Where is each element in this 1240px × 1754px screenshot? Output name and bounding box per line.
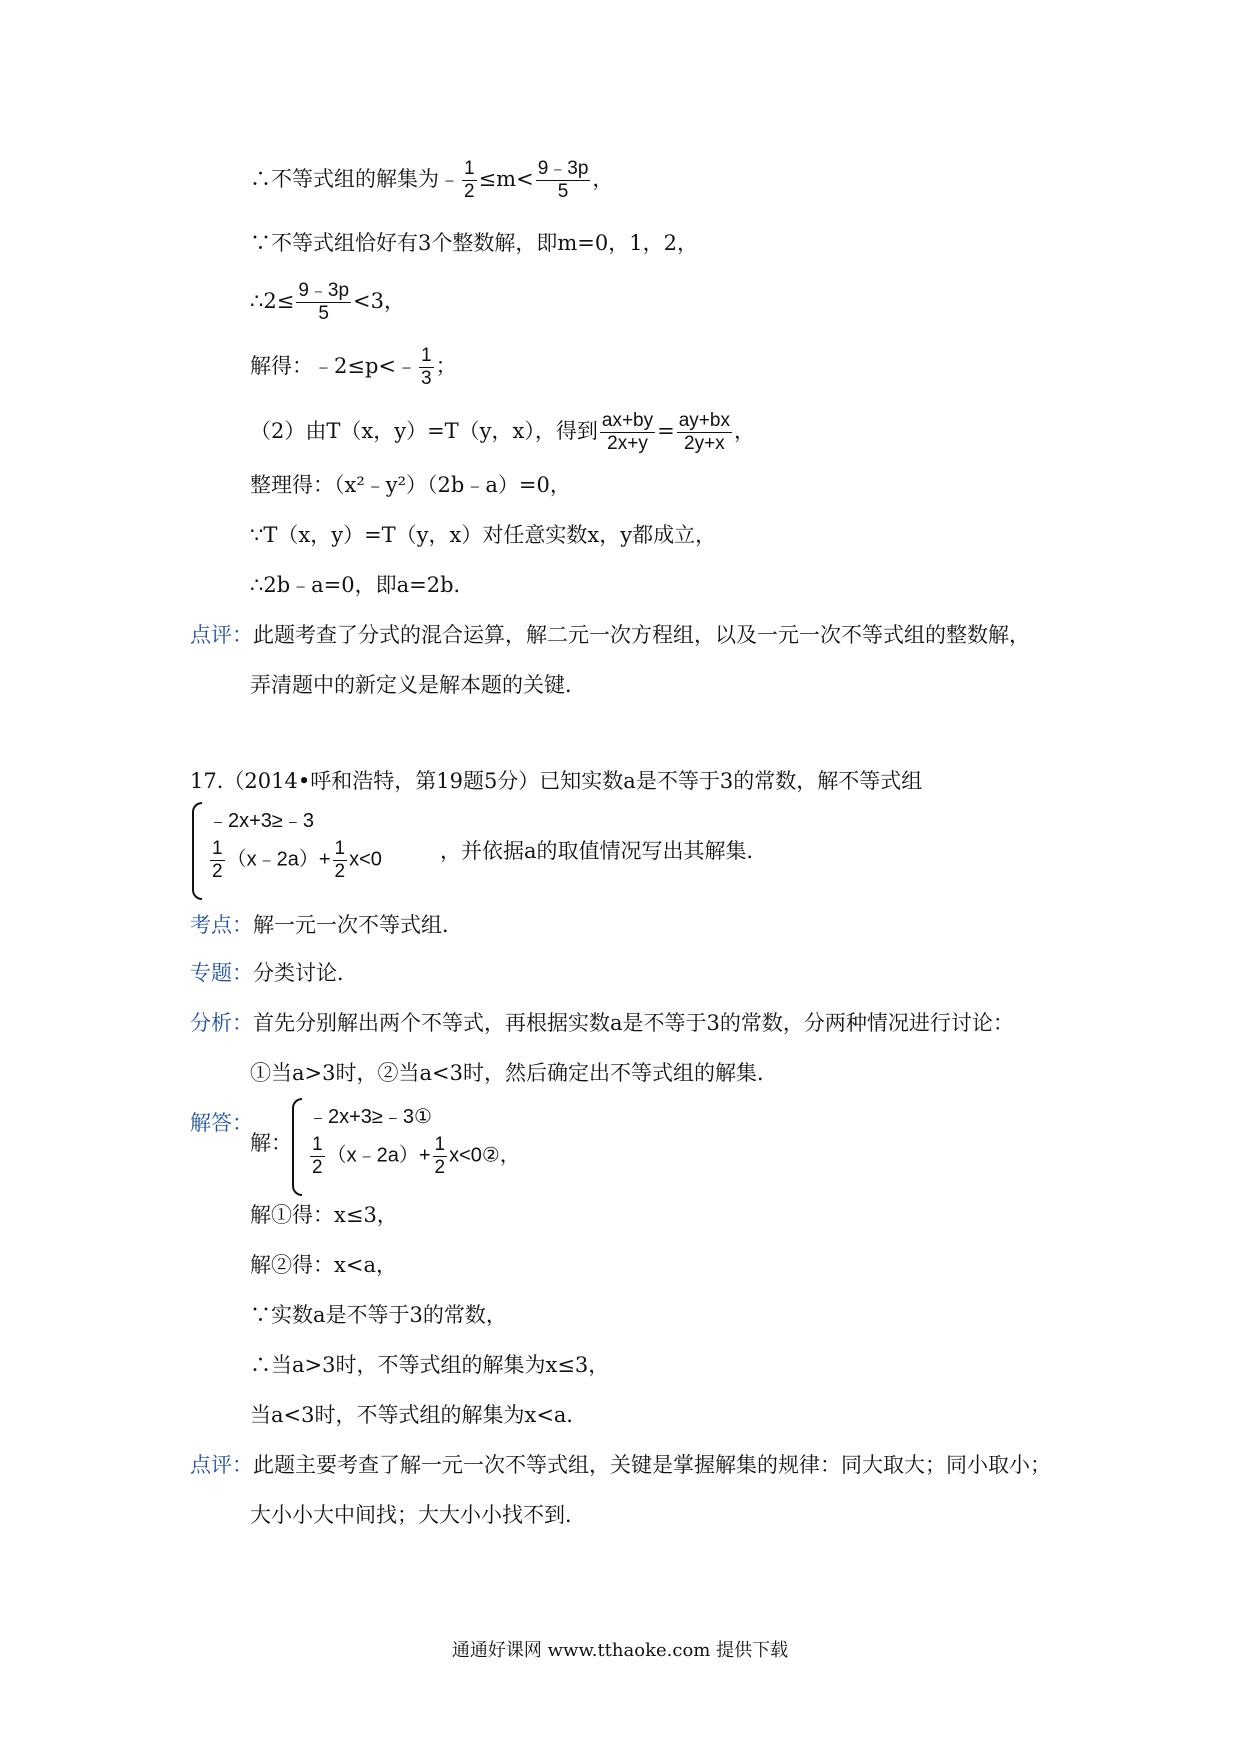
solution-line-5 [250,410,755,455]
kaodian-label: 考点： [190,913,253,937]
solution-line-8: ∴2b﹣a=0，即a=2b． [250,573,475,597]
fenxi-label: 分析： [190,1011,253,1035]
answer-step-1: 解①得：x≤3， [250,1203,398,1227]
text: ； [435,353,457,378]
brace [292,1098,302,1196]
comment-label: 点评： [190,623,253,647]
comment-1 [190,620,1030,650]
answer-row-1: ﹣2x+3≥﹣3① [308,1106,432,1128]
text: ≤m< [478,166,534,191]
comment-2 [190,1450,1051,1480]
fenxi [190,1008,1014,1038]
fenxi-line-2: ①当a>3时，②当a<3时，然后确定出不等式组的解集． [250,1061,778,1085]
solution-line-1 [250,158,613,203]
footer: 通通好课网 www.tthaoke.com 提供下载 [451,1640,789,1661]
system-row-1: ﹣2x+3≥﹣3 [208,810,315,832]
comment-1-line-2: 弄清题中的新定义是解本题的关键． [250,673,586,697]
solution-line-3 [250,280,405,325]
solution-line-6: 整理得：（x²﹣y²）（2b﹣a）=0， [250,473,571,497]
text: ， [733,418,755,443]
answer-row-2: $\frac{1}{2}$ （x﹣2a）+ $\frac{1}{2}$ x<0②， [312,1134,520,1178]
fraction: $\frac{ax+by}{2x+y}$ [601,410,654,454]
kaodian [190,910,463,940]
comment-label: 点评： [190,1453,253,1477]
answer-system [290,1096,690,1196]
question-17-title: 17.（2014•呼和浩特，第19题5分）已知实数a是不等于3的常数，解不等式组 [190,769,923,793]
solution-line-2: ∵不等式组恰好有3个整数解，即m=0，1，2， [250,231,698,255]
text: = [657,418,675,443]
jieda-label [190,1108,253,1138]
brace [192,802,202,900]
text: ∴2≤ [250,288,295,313]
answer-step-4: ∴当a>3时，不等式组的解集为x≤3， [250,1353,610,1377]
text: 首先分别解出两个不等式，再根据实数a是不等于3的常数，分两种情况进行讨论： [253,1011,1014,1035]
jie-label: 解： [250,1131,292,1155]
fraction: $\frac{1}{2}$ [334,838,346,882]
text: 解得：﹣2≤p<﹣ [250,353,417,378]
solution-line-7: ∵T（x，y）=T（y，x）对任意实数x，y都成立， [250,523,717,547]
question-17-system [190,800,990,900]
text: 此题主要考查了解一元一次不等式组，关键是掌握解集的规律：同大取大；同小取小； [253,1453,1051,1477]
fraction: $\frac{ay+bx}{2y+x}$ [678,410,730,454]
text: ∴不等式组的解集为﹣ [250,166,460,191]
jieda-label-text: 解答： [190,1111,253,1135]
fraction: $\frac{1}{2}$ [212,838,223,882]
text: 分类讨论． [253,961,358,985]
fraction: $\frac{1}{2}$ [312,1134,323,1178]
fraction: $\frac{1}{3}$ [421,345,432,389]
text: ， [592,166,614,191]
answer-step-3: ∵实数a是不等于3的常数， [250,1303,507,1327]
zhuanti-label: 专题： [190,961,253,985]
text: 此题考查了分式的混合运算，解二元一次方程组，以及一元一次不等式组的整数解， [253,623,1030,647]
text: <3， [353,288,405,313]
fraction: $\frac{1}{2}$ [464,158,475,202]
answer-step-2: 解②得：x<a， [250,1253,397,1277]
text: 解一元一次不等式组． [253,913,463,937]
system-after-text: ，并依据a的取值情况写出其解集． [440,839,768,863]
system-row-2: $\frac{1}{2}$ （x﹣2a）+ $\frac{1}{2}$ x<0 [212,838,382,882]
text: （2）由T（x，y）=T（y，x），得到 [250,418,598,443]
comment-2-line-2: 大小小大中间找；大大小小找不到． [250,1503,586,1527]
fraction: $\frac{9﹣3p}{5}$ [537,158,589,202]
answer-step-5: 当a<3时，不等式组的解集为x<a． [250,1403,588,1427]
fraction: $\frac{9﹣3p}{5}$ [298,280,350,324]
fraction: $\frac{1}{2}$ [434,1134,446,1178]
solution-line-4 [250,345,457,390]
zhuanti [190,958,358,988]
